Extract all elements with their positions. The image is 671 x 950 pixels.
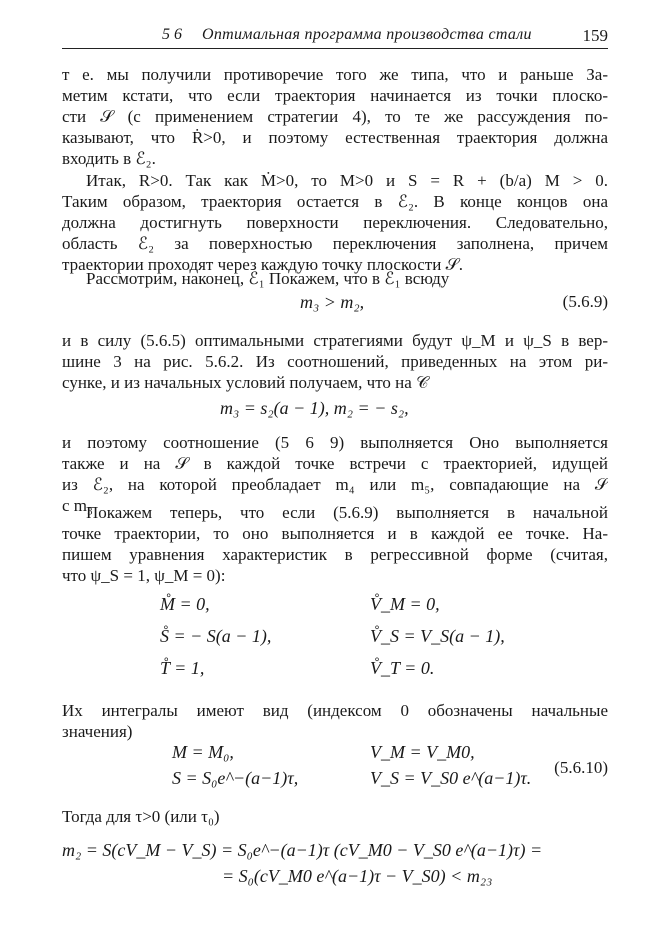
integral-left-2: S = S₀e^−(a−1)τ, <box>172 768 299 788</box>
equation-number: (5.6.9) <box>562 292 608 311</box>
text-line: Их интегралы имеют вид (индексом 0 обозначены начальные <box>62 701 608 720</box>
text-line: должна достигнуть поверхности переключения. Следовательно, <box>62 213 608 232</box>
text-line: Таким образом, траектория остается в ℰ₂. В конце концов она <box>62 192 608 211</box>
text-line: шине 3 на рис. 5.6.2. Из соотношений, приведенных на этом ри- <box>62 352 608 371</box>
text-line: что ψ_S = 1, ψ_M = 0): <box>62 566 226 585</box>
text-line: сунке, и из начальных условий получаем, что на 𝒞 <box>62 373 429 392</box>
system-right-1: V̊_M = 0, <box>370 594 440 614</box>
paragraph-7 <box>62 700 608 742</box>
section-number: 5 6 <box>162 26 182 43</box>
paragraph-2 <box>62 170 608 275</box>
text-line: также и на 𝒮 в каждой точке встречи с траекторией, идущей <box>62 454 608 473</box>
chapter-title: Оптимальная программа производства стали <box>202 26 532 43</box>
text-line: метим кстати, что если траектория начинается из точки плоско- <box>62 86 608 105</box>
text-line: т е. мы получили противоречие того же типа, что и раньше За- <box>62 65 608 84</box>
text-line: Тогда для τ>0 (или τ₀) <box>62 807 220 826</box>
system-left-2: S̊ = − S(a − 1), <box>160 626 272 646</box>
integral-right-1: V_M = V_M0, <box>370 742 475 762</box>
text-line: Итак, R>0. Так как Ṁ>0, то M>0 и S = R + (b/a) M > 0. <box>86 171 608 190</box>
text-line: точке траектории, то оно выполняется и в каждой ее точке. На- <box>62 524 608 543</box>
paragraph-6 <box>62 502 608 586</box>
system-left-3: T̊ = 1, <box>160 658 205 678</box>
integral-right-2: V_S = V_S0 e^(a−1)τ. <box>370 768 532 788</box>
equation-m3-m2: m₃ = s₂(a − 1), m₂ = − s₂, <box>220 398 409 418</box>
system-left-1: M̊ = 0, <box>160 594 210 614</box>
text-line: и поэтому соотношение (5 6 9) выполняется Оно выполняется <box>62 433 608 452</box>
text-line: пишем уравнения характеристик в регрессивной форме (считая, <box>62 545 608 564</box>
page-number: 159 <box>582 26 608 45</box>
running-header <box>62 24 608 49</box>
equation-5-6-9: m₃ > m₂, <box>300 292 365 312</box>
integral-left-1: M = M₀, <box>172 742 234 762</box>
text-line: и в силу (5.6.5) оптимальными стратегиями будут ψ_M и ψ_S в вер- <box>62 331 608 350</box>
text-line: область ℰ₂ за поверхностью переключения заполнена, причем <box>62 234 608 253</box>
paragraph-4 <box>62 330 608 393</box>
text-line: с m₃ <box>62 496 93 515</box>
text-line: из ℰ₂, на которой преобладает m₄ или m₅, совпадающие на 𝒮 <box>62 475 608 494</box>
paragraph-1 <box>62 64 608 169</box>
system-right-2: V̊_S = V_S(a − 1), <box>370 626 505 646</box>
paragraph-3 <box>62 268 608 289</box>
text-line: Рассмотрим, наконец, ℰ₁ Покажем, что в ℰ₁ всюду <box>86 269 450 288</box>
text-line: казывают, что Ṙ>0, и поэтому естественная траектория должна <box>62 128 608 147</box>
text-line: сти 𝒮 (с применением стратегии 4), то те же рассуждения по- <box>62 107 608 126</box>
text-line: траектории проходят через каждую точку плоскости 𝒮. <box>62 255 463 274</box>
equation-final-2: = S₀(cV_M0 e^(a−1)τ − V_S0) < m₂₃ <box>222 866 493 886</box>
equation-number: (5.6.10) <box>554 758 608 777</box>
equation-final-1: m₂ = S(cV_M − V_S) = S₀e^−(a−1)τ (cV_M0 − V_S0 e^(a−1)τ) = <box>62 840 543 860</box>
system-right-3: V̊_T = 0. <box>370 658 435 678</box>
text-line: значения) <box>62 722 133 741</box>
paragraph-8 <box>62 806 608 827</box>
text-line: Покажем теперь, что если (5.6.9) выполняется в начальной <box>86 503 608 522</box>
text-line: входить в ℰ₂. <box>62 149 156 168</box>
